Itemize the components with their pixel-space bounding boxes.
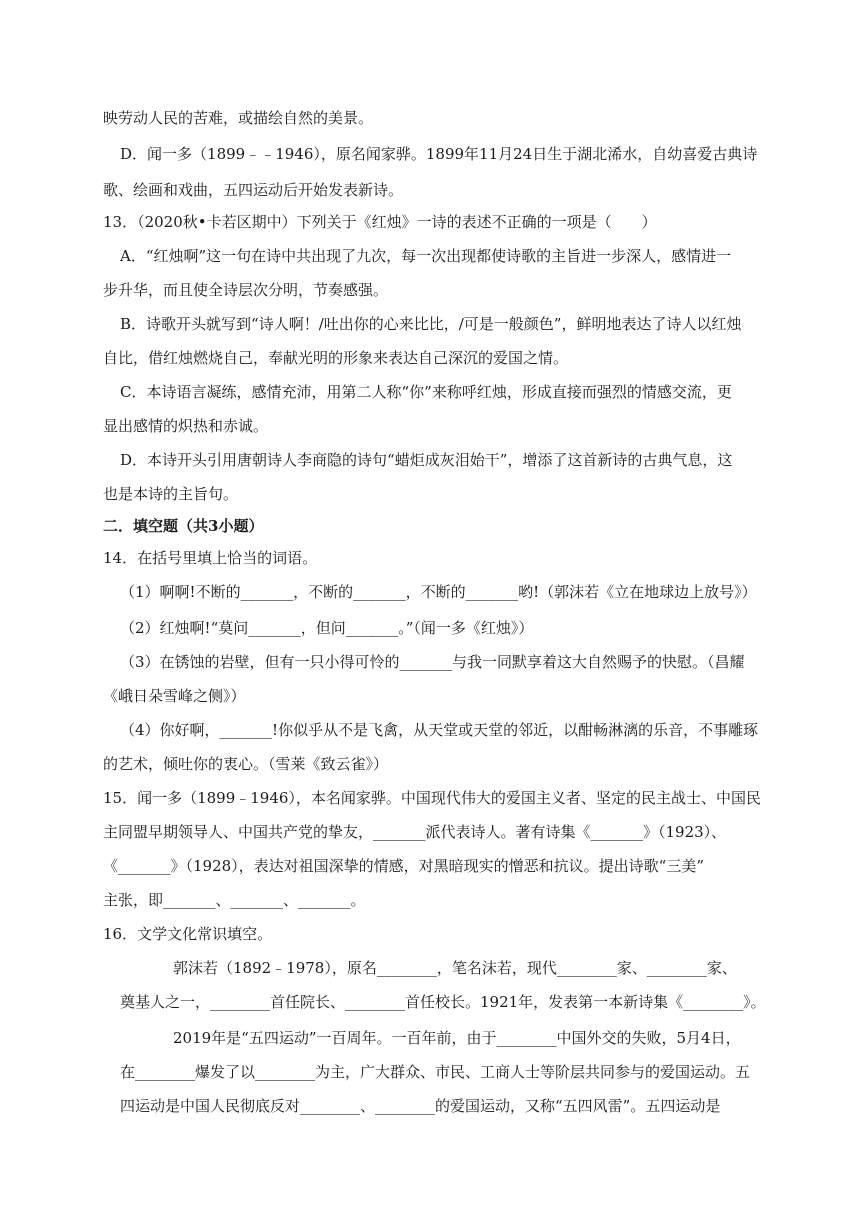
sub-question-4: （4）你好啊，_______!你似乎从不是飞禽，从天堂或天堂的邻近，以酣畅淋漓的乐音，不事雕琢: [120, 721, 759, 739]
text-line: 自比，借红烛燃烧自己，奉献光明的形象来表达自己深沉的爱国之情。: [103, 349, 569, 367]
option-a-line: A．“红烛啊”这一句在诗中共出现了九次，每一次出现都使诗歌的主旨进一步深人，感情进一: [120, 247, 732, 265]
option-d-line: D．本诗开头引用唐朝诗人李商隐的诗句“蜡炬成灰泪始干”，增添了这首新诗的古典气息，这: [120, 451, 733, 469]
text-line: 在________爆发了以________为主，广大群众、市民、工商人士等阶层共同参与的爱国运动。五: [120, 1063, 751, 1081]
sub-question-3: （3）在锈蚀的岩壁，但有一只小得可怜的_______与我一同默享着这大自然赐予的快慰。（昌耀: [120, 653, 745, 671]
question-13-title: 13．（2020秋•卡若区期中）下列关于《红烛》一诗的表述不正确的一项是（ ）: [103, 213, 657, 231]
text-line: 《峨日朵雪峰之侧》）: [103, 687, 246, 705]
text-line: 也是本诗的主旨句。: [103, 485, 239, 503]
text-line: 的艺术，倾吐你的衷心。（雪莱《致云雀》）: [103, 755, 389, 773]
section-heading: 二．填空题（共3小题）: [103, 517, 264, 535]
option-d-line: D．闻一多（1899﹣﹣1946），原名闻家骅。1899年11月24日生于湖北浠水，自幼喜爱古典诗: [120, 145, 758, 163]
text-line: 歌、绘画和戏曲，五四运动后开始发表新诗。: [103, 181, 404, 199]
text-line: 主张，即_______、_______、_______。: [103, 891, 366, 909]
option-b-line: B．诗歌开头就写到“诗人啊！/吐出你的心来比比，/可是一般颜色”，鲜明地表达了诗人以红烛: [120, 315, 742, 333]
sub-question-2: （2）红烛啊!“莫问_______，但问_______。”（闻一多《红烛》）: [120, 619, 534, 637]
text-line: 奠基人之一，________首任院长、________首任校长。1921年，发表第一本新诗集《________》。: [120, 993, 766, 1011]
paragraph-guo-moruo: 郭沫若（1892﹣1978），原名________，笔名沫若，现代________家、________家、: [173, 959, 737, 977]
sub-question-1: （1）啊啊!不断的_______，不断的_______，不断的_______哟!（郭沫若《立在地球边上放号》）: [120, 583, 757, 601]
paragraph-may-fourth: 2019年是“五四运动”一百周年。一百年前，由于________中国外交的失败，5月4日，: [173, 1029, 741, 1047]
text-line: 步升华，而且使全诗层次分明，节奏感强。: [103, 281, 389, 299]
question-15-title: 15．闻一多（1899﹣1946），本名闻家骅。中国现代伟大的爱国主义者、坚定的民主战士、中国民: [103, 789, 761, 807]
question-16-title: 16．文学文化常识填空。: [103, 925, 273, 943]
text-line: 《_______》（1928），表达对祖国深挚的情感，对黑暗现实的憎恶和抗议。提出诗歌“三美”: [103, 857, 705, 875]
text-line: 主同盟早期领导人、中国共产党的挚友，_______派代表诗人。著有诗集《_______》（1923）、: [103, 823, 727, 841]
text-line: 映劳动人民的苦难，或描绘自然的美景。: [103, 109, 374, 127]
text-line: 显出感情的炽热和赤诚。: [103, 417, 269, 435]
option-c-line: C．本诗语言凝练，感情充沛，用第二人称“你”来称呼红烛，形成直接而强烈的情感交流，更: [120, 383, 732, 401]
question-14-title: 14．在括号里填上恰当的词语。: [103, 549, 318, 567]
text-line: 四运动是中国人民彻底反对________、________的爱国运动，又称“五四风雷”。五四运动是: [120, 1097, 721, 1115]
